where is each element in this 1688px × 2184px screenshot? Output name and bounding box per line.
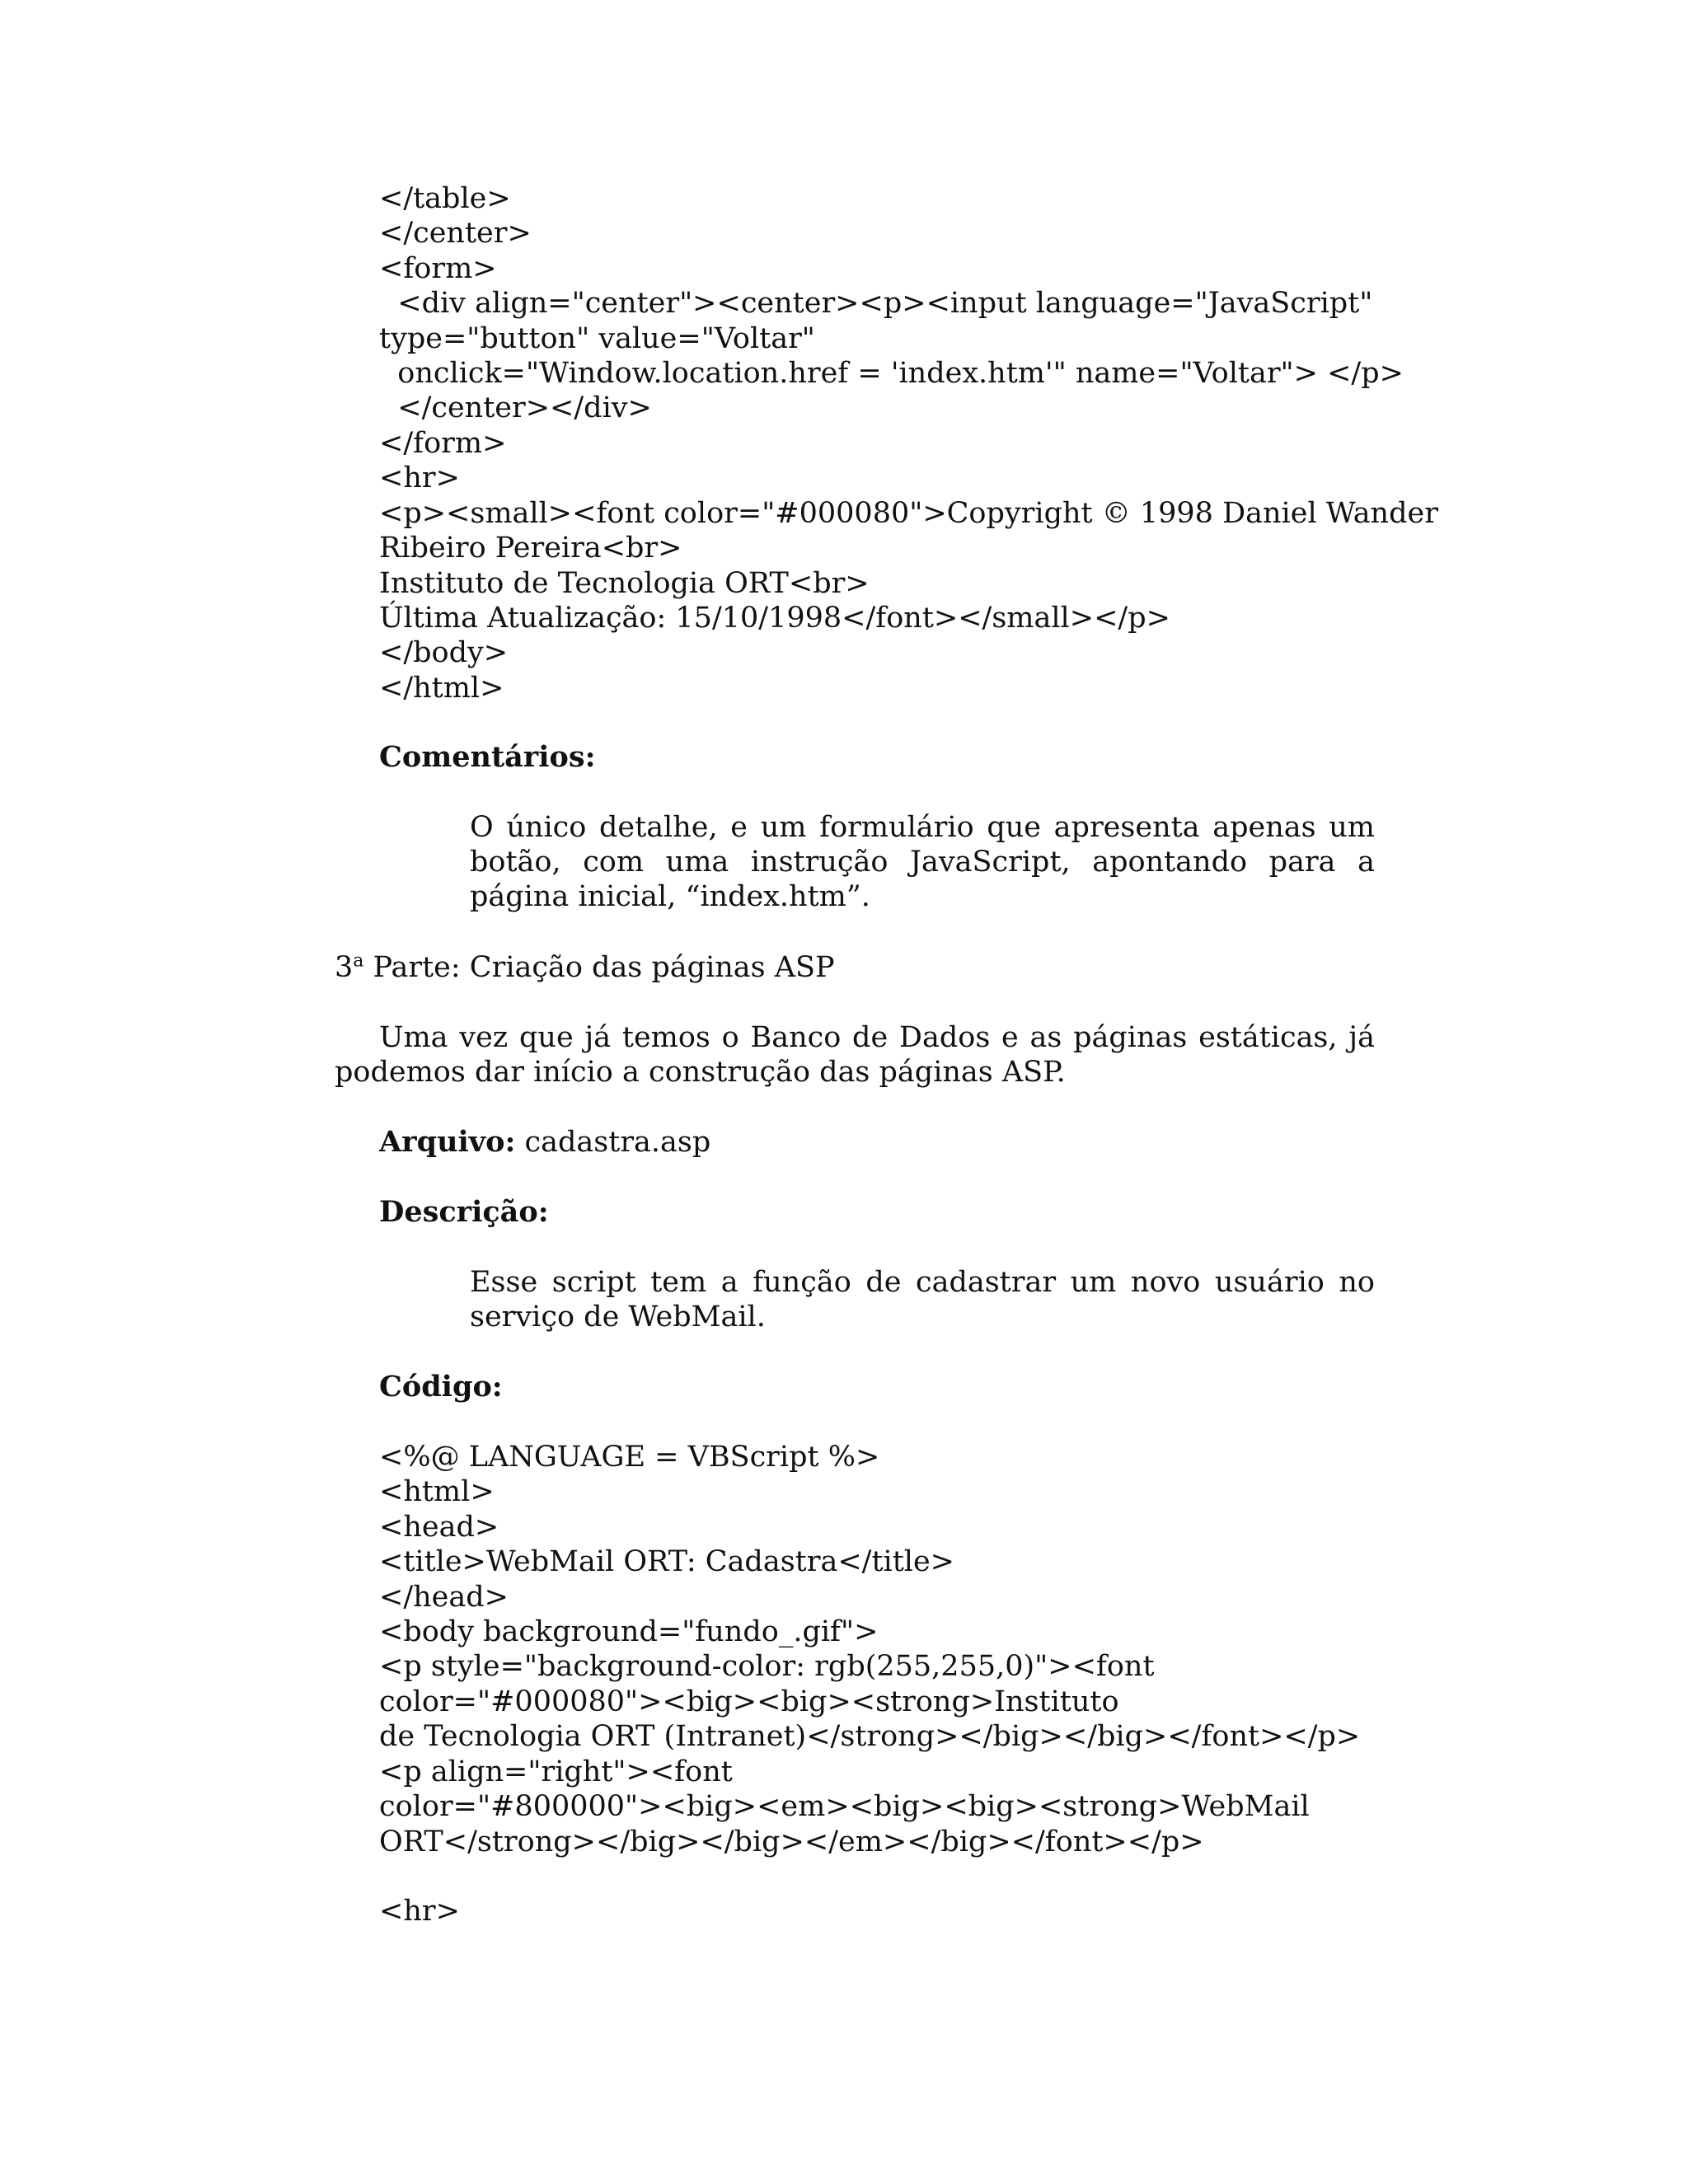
code-line: Última Atualização: 15/10/1998</font></small></p>: [379, 602, 1170, 635]
part-title: [335, 950, 835, 985]
code-line: <html>: [379, 1475, 495, 1508]
codigo-heading: Código:: [379, 1370, 503, 1404]
code-line: <form>: [379, 252, 497, 285]
code-line: onclick="Window.location.href = 'index.htm'" name="Voltar"> </p>: [379, 357, 1404, 390]
comentarios-text: O único detalhe, e um formulário que apresenta apenas um botão, com uma instrução JavaScript, apontando para a página inicial, “index.htm”.: [470, 811, 1375, 913]
code-line: </html>: [379, 672, 504, 705]
intro-paragraph-line-2: podemos dar início a construção das páginas ASP.: [335, 1056, 1066, 1089]
part-number: 3: [335, 951, 354, 984]
comentarios-heading: Comentários:: [379, 740, 596, 774]
arquivo-line: [379, 1125, 710, 1160]
code-line: Instituto de Tecnologia ORT<br>: [379, 567, 870, 600]
code-line: color="#800000"><big><em><big><big><strong>WebMail: [379, 1790, 1310, 1823]
code-line: </form>: [379, 427, 507, 460]
code-line: </head>: [379, 1581, 509, 1614]
code-line: </center>: [379, 217, 532, 250]
code-line: <hr>: [379, 1895, 460, 1928]
code-line: ORT</strong></big></big></em></big></font></p>: [379, 1825, 1204, 1858]
code-line: <head>: [379, 1511, 499, 1544]
code-line: <hr>: [379, 462, 460, 494]
arquivo-value: cadastra.asp: [515, 1126, 711, 1159]
code-line: color="#000080"><big><big><strong>Instituto: [379, 1685, 1119, 1718]
code-line: type="button" value="Voltar": [379, 322, 815, 355]
part-ordinal: a: [353, 950, 364, 972]
code-line: <%@ LANGUAGE = VBScript %>: [379, 1441, 880, 1474]
code-line: de Tecnologia ORT (Intranet)</strong></big></big></font></p>: [379, 1720, 1361, 1753]
code-line: <p align="right"><font: [379, 1755, 733, 1788]
code-line: <title>WebMail ORT: Cadastra</title>: [379, 1545, 955, 1578]
code-line: </table>: [379, 182, 511, 215]
code-line: </center></div>: [379, 391, 652, 424]
code-line: </body>: [379, 636, 509, 669]
part-title-text: Parte: Criação das páginas ASP: [363, 951, 835, 984]
descricao-heading: Descrição:: [379, 1195, 549, 1229]
descricao-text: Esse script tem a função de cadastrar um novo usuário no serviço de WebMail.: [470, 1266, 1375, 1333]
code-line: <div align="center"><center><p><input language="JavaScript": [379, 287, 1373, 320]
code-line: <p><small><font color="#000080">Copyright © 1998 Daniel Wander: [379, 497, 1438, 530]
code-line: <p style="background-color: rgb(255,255,0)"><font: [379, 1650, 1155, 1683]
code-line: <body background="fundo_.gif">: [379, 1615, 879, 1648]
code-line: Ribeiro Pereira<br>: [379, 532, 682, 565]
arquivo-label: Arquivo:: [379, 1125, 516, 1159]
intro-paragraph-line-1: Uma vez que já temos o Banco de Dados e as páginas estáticas, já: [379, 1021, 1375, 1054]
